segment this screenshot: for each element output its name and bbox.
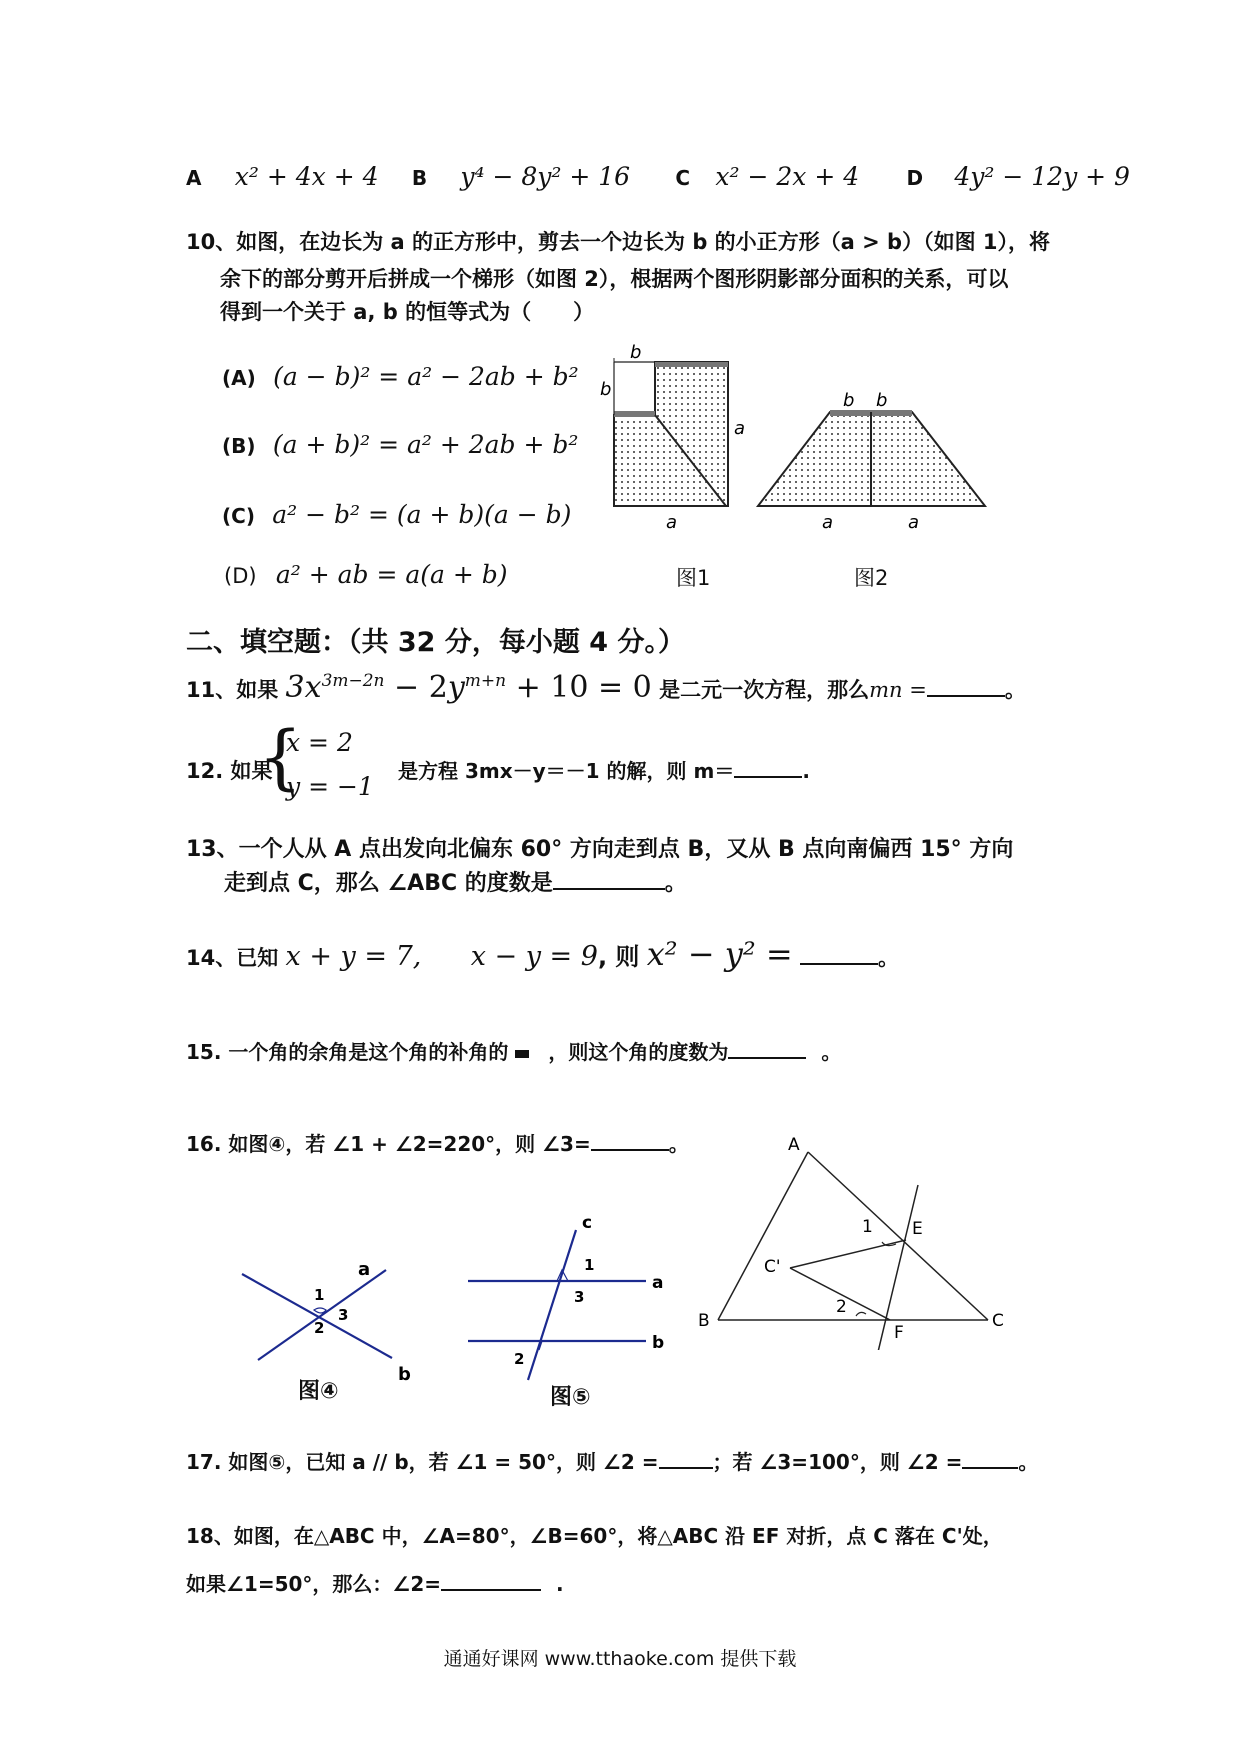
q10-line-1: 10、如图，在边长为 a 的正方形中，剪去一个边长为 b 的小正方形（a > b）（如图 1），将 [186, 230, 1051, 254]
tri-label-A: A [788, 1135, 800, 1155]
q9-option-c: x² − 2x + 4 [715, 162, 860, 191]
q11-prefix: 11、如果 [186, 678, 279, 702]
q10-option-a-label: (A) [222, 366, 256, 390]
fig2-label-bottom-a1: a [822, 512, 834, 533]
q17-answer-blank-1[interactable] [659, 1466, 713, 1469]
q11-answer-blank[interactable] [927, 694, 1005, 697]
q17-end: 。 [1018, 1450, 1039, 1474]
q10-figures [590, 330, 1010, 600]
q13-answer-blank[interactable] [553, 887, 665, 890]
q14-end: 。 [877, 946, 899, 970]
q12-end: . [802, 759, 810, 783]
fig5-label-c: c [582, 1213, 593, 1233]
q10-option-b [222, 430, 578, 459]
q18-line-2-text: 如果∠1=50°，那么：∠2= [186, 1572, 442, 1596]
fig2-label-top-b1: b [843, 390, 855, 411]
fig5-caption: 图⑤ [550, 1385, 591, 1410]
section-2-title: 二、填空题：（共 32 分，每小题 4 分。） [186, 627, 685, 658]
q12-rest [398, 755, 810, 784]
fig1-label-bottom-a: a [666, 512, 678, 533]
fig1-label-right-a: a [734, 418, 746, 439]
q12-eq1: x = 2 [286, 728, 353, 757]
q10-option-c-label: (C) [222, 504, 255, 528]
q17-text-a: 17. 如图⑤，已知 a // b，若 ∠1 = 50°，则 ∠2 = [186, 1450, 659, 1474]
figure-triangle [690, 1130, 1020, 1350]
q15-text: 15. 一个角的余角是这个角的补角的 [186, 1040, 509, 1064]
fig4-label-3: 3 [338, 1306, 349, 1324]
q14-prefix: 14、已知 [186, 946, 279, 970]
q10-option-d [224, 560, 508, 589]
tri-label-B: B [698, 1311, 710, 1331]
q9-option-b: y⁴ − 8y² + 16 [460, 162, 631, 191]
fig4-caption: 图④ [298, 1379, 339, 1404]
figure-5 [464, 1210, 674, 1390]
q18-end: . [556, 1572, 564, 1596]
fig2-caption: 图2 [854, 566, 889, 590]
q13-line-2-text: 走到点 C，那么 ∠ABC 的度数是 [224, 871, 553, 896]
figure-2 [758, 390, 985, 533]
q13-line-2 [224, 866, 687, 897]
q9-option-d: 4y² − 12y + 9 [954, 162, 1130, 191]
q9-option-c-label: C [675, 166, 691, 190]
q16-end: 。 [668, 1132, 689, 1156]
q14-eq1: x + y = 7, [285, 941, 422, 972]
q17 [186, 1446, 1038, 1475]
fig4-label-1: 1 [314, 1286, 325, 1304]
q10-option-d-label: (D) [224, 564, 257, 588]
q9-options [186, 162, 1130, 191]
q15-suffix: ，则这个角的度数为 [548, 1040, 729, 1064]
fig2-label-bottom-a2: a [908, 512, 920, 533]
figure-4 [230, 1240, 430, 1390]
q9-option-d-label: D [906, 166, 924, 190]
q14-ask: x² − y² = [646, 935, 793, 973]
q10-option-d-expr: a² + ab = a(a + b) [275, 560, 508, 589]
q14-mid: , 则 [597, 943, 640, 971]
fig4-label-2: 2 [314, 1319, 325, 1337]
fig5-label-3: 3 [574, 1288, 585, 1306]
q11 [186, 670, 1026, 705]
fig1-label-top-b: b [630, 342, 642, 363]
q15 [186, 1036, 841, 1065]
q18-answer-blank[interactable] [441, 1588, 541, 1591]
q10-option-b-expr: (a + b)² = a² + 2ab + b² [272, 430, 579, 459]
q18-line-1: 18、如图，在△ABC 中，∠A=80°，∠B=60°，将△ABC 沿 EF 对折，点 C 落在 C'处， [186, 1524, 1003, 1548]
q14 [186, 935, 899, 973]
fig5-label-b: b [652, 1333, 665, 1353]
tri-label-Cp: C' [764, 1257, 781, 1277]
q10-option-c-expr: a² − b² = (a + b)(a − b) [272, 500, 572, 529]
tri-label-C: C [992, 1311, 1004, 1331]
q14-eq2: x − y = 9 [470, 941, 598, 972]
q10-option-b-label: (B) [222, 434, 256, 458]
q13-end: 。 [664, 871, 687, 896]
tri-label-E: E [912, 1219, 923, 1239]
q11-suffix: 是二元一次方程，那么 [659, 678, 870, 702]
q17-text-b: ；若 ∠3=100°，则 ∠2 = [712, 1450, 963, 1474]
q9-option-b-label: B [411, 166, 428, 190]
q14-answer-blank[interactable] [800, 962, 878, 965]
q9-option-a-label: A [186, 166, 202, 190]
q16-answer-blank[interactable] [591, 1148, 669, 1151]
q10-option-a [222, 362, 579, 391]
q10-option-a-expr: (a − b)² = a² − 2ab + b² [273, 362, 579, 391]
q10-option-c [222, 500, 571, 529]
q11-end: 。 [1004, 678, 1026, 702]
fig2-label-top-b2: b [876, 390, 888, 411]
tri-label-1: 1 [862, 1217, 873, 1237]
q15-answer-blank[interactable] [728, 1056, 806, 1059]
q12-brace: { [258, 716, 303, 798]
q16 [186, 1128, 689, 1157]
q12-eq2: y = −1 [286, 772, 374, 801]
fig5-label-a: a [652, 1273, 664, 1293]
q15-end: 。 [821, 1040, 842, 1064]
q10-line-2: 余下的部分剪开后拼成一个梯形（如图 2），根据两个图形阴影部分面积的关系，可以 [220, 267, 1009, 291]
fig5-label-1: 1 [584, 1256, 595, 1274]
q11-equation: $3x^{3m-2n} - 2y^{m+n} + 10 = 0$ [285, 670, 652, 705]
q12-answer-blank[interactable] [734, 775, 802, 778]
fig5-label-2: 2 [514, 1350, 525, 1368]
q16-text: 16. 如图④，若 ∠1 + ∠2=220°，则 ∠3= [186, 1132, 591, 1156]
fig4-label-b: b [398, 1364, 411, 1385]
q10-line-3: 得到一个关于 a, b 的恒等式为（ ） [220, 300, 595, 324]
q11-ask: mn = [869, 678, 927, 702]
tri-label-F: F [894, 1323, 904, 1343]
q12-prefix: 12. 如果 [186, 759, 273, 783]
q9-option-a: x² + 4x + 4 [234, 162, 379, 191]
q18-line-2 [186, 1568, 564, 1597]
q15-fraction-mark [515, 1050, 529, 1058]
figure-1 [600, 342, 745, 533]
q12-suffix: 是方程 3mx－y＝－1 的解，则 m＝ [398, 759, 735, 783]
fig1-caption: 图1 [676, 566, 711, 590]
tri-label-2: 2 [836, 1297, 847, 1317]
q13-line-1: 13、一个人从 A 点出发向北偏东 60° 方向走到点 B，又从 B 点向南偏西 15° 方向 [186, 837, 1014, 862]
footer-text: 通通好课网 www.tthaoke.com 提供下载 [443, 1648, 797, 1670]
fig1-label-left-b: b [600, 379, 612, 400]
q17-answer-blank-2[interactable] [962, 1466, 1018, 1469]
fig4-label-a: a [358, 1259, 371, 1280]
